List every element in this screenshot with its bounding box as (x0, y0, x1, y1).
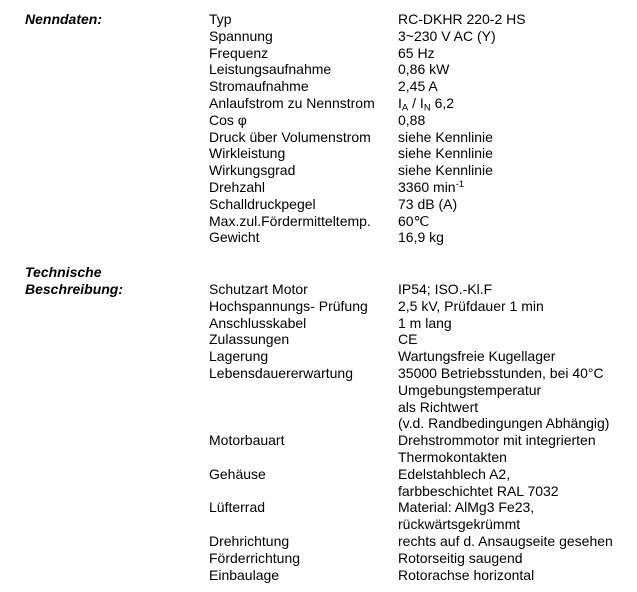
row-drehrichtung (209, 533, 637, 550)
spec-value: 0,86 kW (398, 61, 450, 78)
value-text: / I (408, 94, 424, 111)
spec-value: Rotorachse horizontal (398, 566, 535, 583)
row-lebensdauererwartung (209, 365, 637, 432)
row-zulassungen (209, 331, 637, 348)
row-cos-phi (209, 112, 637, 129)
value-line: Drehstrommotor mit integrierten (398, 432, 596, 449)
value-text: 6,2 (430, 94, 455, 111)
spec-value (398, 179, 637, 196)
spec-value (398, 432, 637, 466)
spec-value: 2,45 A (398, 78, 438, 95)
section-title-nenndaten (0, 11, 209, 28)
spec-value: 65 Hz (398, 44, 435, 61)
row-max-zul-foerdermitteltemp (209, 213, 637, 230)
spec-label: Schalldruckpegel (209, 195, 316, 212)
spec-value (398, 499, 637, 533)
technische-beschreibung-rows (209, 281, 637, 583)
spec-label: Anschlusskabel (209, 314, 307, 331)
section-title-technische-beschreibung (0, 264, 209, 298)
spec-label: Anlaufstrom zu Nennstrom (209, 94, 375, 111)
spec-value (398, 466, 637, 500)
value-subscript: A (401, 102, 409, 114)
nenndaten-rows (209, 11, 637, 246)
spec-value: 0,88 (398, 111, 426, 128)
spec-label: Leistungsaufnahme (209, 61, 332, 78)
value-line: 35000 Betriebsstunden, bei 40°C (398, 364, 604, 381)
value-superscript: -1 (455, 178, 465, 190)
row-frequenz (209, 45, 637, 62)
spec-label: Förderrichtung (209, 549, 301, 566)
row-motorbauart (209, 432, 637, 466)
value-line: Umgebungstemperatur (398, 381, 542, 398)
row-lagerung (209, 348, 637, 365)
spec-label: Hochspannungs- Prüfung (209, 297, 368, 314)
spec-label: Max.zul.Fördermitteltemp. (209, 212, 371, 229)
spec-label: Zulassungen (209, 331, 290, 348)
spec-label: Stromaufnahme (209, 78, 309, 95)
spec-label: Motorbauart (209, 432, 285, 449)
spec-label: Drehrichtung (209, 532, 290, 549)
row-typ (209, 11, 637, 28)
row-einbaulage (209, 567, 637, 584)
row-wirkleistung (209, 145, 637, 162)
spec-value: RC-DKHR 220-2 HS (398, 11, 526, 27)
row-spannung (209, 28, 637, 45)
value-text: 3360 min (398, 178, 456, 195)
spec-label: Lüfterrad (209, 499, 266, 516)
value-line: rückwärtsgekrümmt (398, 516, 521, 533)
spec-label: Wirkleistung (209, 145, 286, 162)
row-anlaufstrom-zu-nennstrom (209, 95, 637, 112)
spec-value: 3~230 V AC (Y) (398, 27, 496, 44)
spec-label: Wirkungsgrad (209, 162, 296, 179)
spec-value: siehe Kennlinie (398, 162, 493, 179)
spec-value (398, 365, 637, 432)
spec-label: Druck über Volumenstrom (209, 128, 371, 145)
value-line: als Richtwert (398, 398, 479, 415)
section-title-line: Technische (25, 264, 102, 281)
section-title-line: Beschreibung: (25, 280, 124, 297)
spec-label: Lagerung (209, 348, 269, 365)
spec-value: 2,5 kV, Prüfdauer 1 min (398, 297, 544, 314)
spec-value: 16,9 kg (398, 229, 444, 246)
section-title-line: Nenndaten: (25, 11, 102, 27)
row-druck-ueber-volumenstrom (209, 129, 637, 146)
spec-label: Cos φ (209, 111, 247, 128)
row-anschlusskabel (209, 315, 637, 332)
spec-label: Schutzart Motor (209, 280, 308, 297)
section-technische-beschreibung (0, 264, 637, 583)
spec-value: rechts auf d. Ansaugseite gesehen (398, 532, 613, 549)
spec-label: Lebensdauererwartung (209, 364, 353, 381)
spec-label: Typ (209, 11, 232, 27)
row-drehzahl (209, 179, 637, 196)
value-line: Thermokontakten (398, 448, 507, 465)
row-luefterrad (209, 499, 637, 533)
spec-value: CE (398, 331, 418, 348)
spec-value: 1 m lang (398, 314, 452, 331)
row-stromaufnahme (209, 78, 637, 95)
row-hochspannungs-pruefung (209, 298, 637, 315)
value-text: I (398, 94, 402, 111)
value-line: (v.d. Randbedingungen Abhängig) (398, 415, 610, 432)
spec-value: 73 dB (A) (398, 195, 458, 212)
spec-value: IP54; ISO.-Kl.F (398, 280, 493, 297)
row-foerderrichtung (209, 550, 637, 567)
row-wirkungsgrad (209, 162, 637, 179)
spec-value: siehe Kennlinie (398, 128, 493, 145)
row-leistungsaufnahme (209, 61, 637, 78)
row-gewicht (209, 229, 637, 246)
row-gehaeuse (209, 466, 637, 500)
value-subscript: N (423, 102, 431, 114)
spec-value: siehe Kennlinie (398, 145, 493, 162)
spec-label: Frequenz (209, 44, 269, 61)
spec-label: Drehzahl (209, 178, 266, 195)
spec-value (398, 95, 637, 112)
section-nenndaten (0, 11, 637, 246)
value-line: Edelstahblech A2, (398, 465, 511, 482)
row-schalldruckpegel (209, 196, 637, 213)
spec-label: Einbaulage (209, 566, 280, 583)
spec-label: Gehäuse (209, 465, 266, 482)
spec-value: Wartungsfreie Kugellager (398, 348, 556, 365)
spec-label: Gewicht (209, 229, 260, 246)
spec-value: 60℃ (398, 212, 430, 229)
row-schutzart-motor (209, 281, 637, 298)
value-line: Material: AlMg3 Fe23, (398, 499, 535, 516)
value-line: farbbeschichtet RAL 7032 (398, 482, 559, 499)
spec-label: Spannung (209, 27, 273, 44)
spec-value: Rotorseitig saugend (398, 549, 523, 566)
